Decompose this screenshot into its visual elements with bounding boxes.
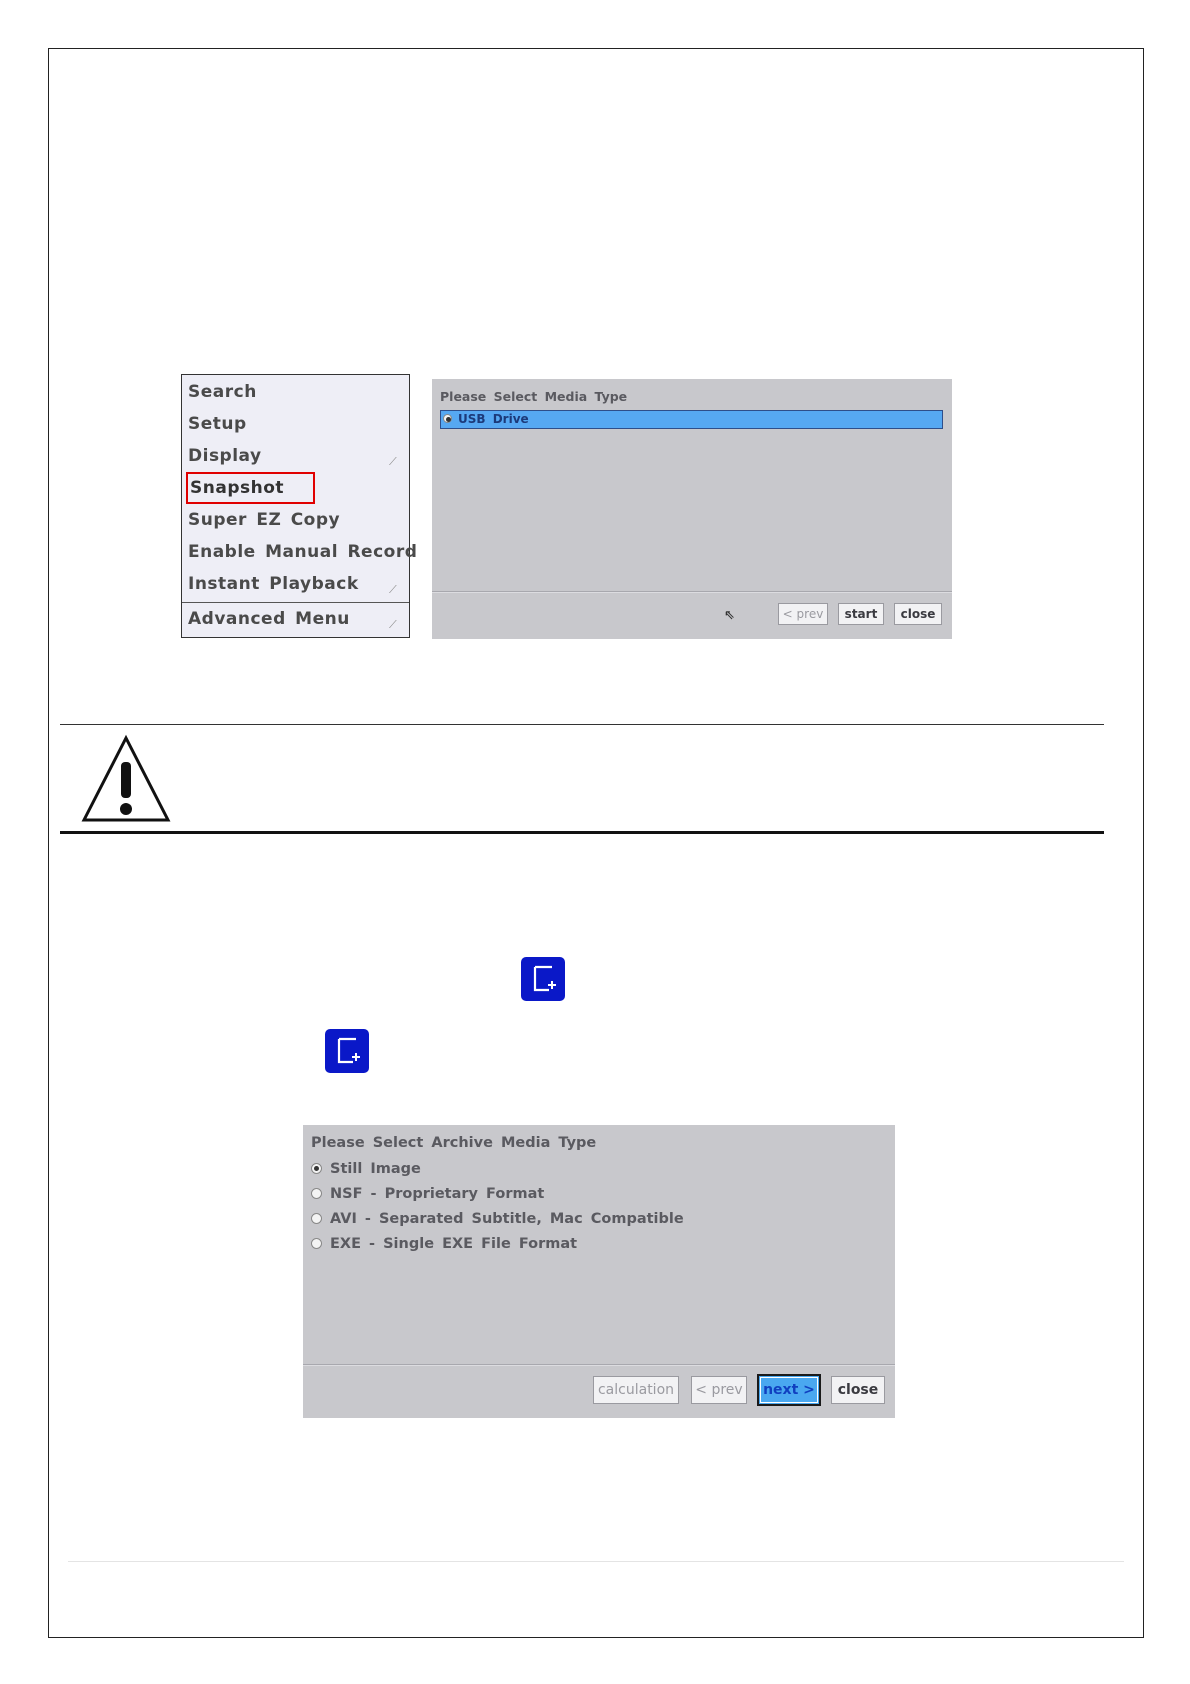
caution-top-rule [60, 724, 1104, 725]
caution-bottom-rule [60, 831, 1104, 834]
archive-option-nsf[interactable] [311, 1186, 544, 1202]
archive-option-exe[interactable] [311, 1236, 577, 1252]
close-button[interactable]: close [894, 603, 942, 625]
mouse-cursor-icon: ⇖ [724, 608, 735, 623]
dialog-title: Please Select Archive Media Type [311, 1135, 597, 1151]
prev-button[interactable]: < prev [778, 603, 828, 625]
menu-item-advanced-menu[interactable]: Advanced Menu [188, 609, 350, 629]
archive-add-icon [325, 1029, 369, 1073]
next-button[interactable]: next > [757, 1374, 821, 1406]
dialog-title: Please Select Media Type [440, 389, 628, 404]
submenu-arrow-icon: ⟋ [389, 583, 397, 596]
context-menu [181, 374, 418, 638]
media-option-label: USB Drive [458, 412, 529, 426]
radio-unchecked-icon [311, 1213, 322, 1224]
submenu-arrow-icon: ⟋ [389, 455, 397, 468]
archive-option-label: EXE - Single EXE File Format [330, 1236, 578, 1252]
radio-checked-icon [443, 414, 452, 423]
menu-separator [182, 602, 409, 603]
menu-item-search[interactable]: Search [188, 382, 257, 402]
page-footer-rule [68, 1561, 1124, 1562]
archive-option-still-image[interactable] [311, 1161, 421, 1177]
calculation-button[interactable]: calculation [593, 1376, 679, 1404]
close-button[interactable]: close [831, 1376, 885, 1404]
warning-triangle-icon [80, 734, 172, 824]
archive-option-label: NSF - Proprietary Format [330, 1186, 545, 1202]
radio-unchecked-icon [311, 1238, 322, 1249]
media-option-usb-drive[interactable] [440, 410, 943, 429]
menu-item-super-ez-copy[interactable]: Super EZ Copy [188, 510, 341, 530]
menu-item-instant-playback[interactable]: Instant Playback [188, 574, 359, 594]
dialog-footer-divider [432, 591, 952, 592]
menu-item-enable-manual-record[interactable]: Enable Manual Record [188, 542, 418, 562]
menu-item-setup[interactable]: Setup [188, 414, 247, 434]
archive-option-label: AVI - Separated Subtitle, Mac Compatible [330, 1211, 684, 1227]
archive-add-icon [521, 957, 565, 1001]
radio-unchecked-icon [311, 1188, 322, 1199]
menu-item-display[interactable]: Display [188, 446, 262, 466]
dialog-footer-divider [303, 1364, 895, 1365]
archive-option-avi[interactable] [311, 1211, 684, 1227]
media-type-dialog [432, 379, 952, 639]
submenu-arrow-icon: ⟋ [389, 618, 397, 631]
start-button[interactable]: start [838, 603, 884, 625]
archive-option-label: Still Image [330, 1161, 421, 1177]
radio-checked-icon [311, 1163, 322, 1174]
menu-item-snapshot[interactable]: Snapshot [186, 472, 315, 504]
prev-button[interactable]: < prev [691, 1376, 747, 1404]
archive-media-type-dialog [303, 1125, 895, 1418]
